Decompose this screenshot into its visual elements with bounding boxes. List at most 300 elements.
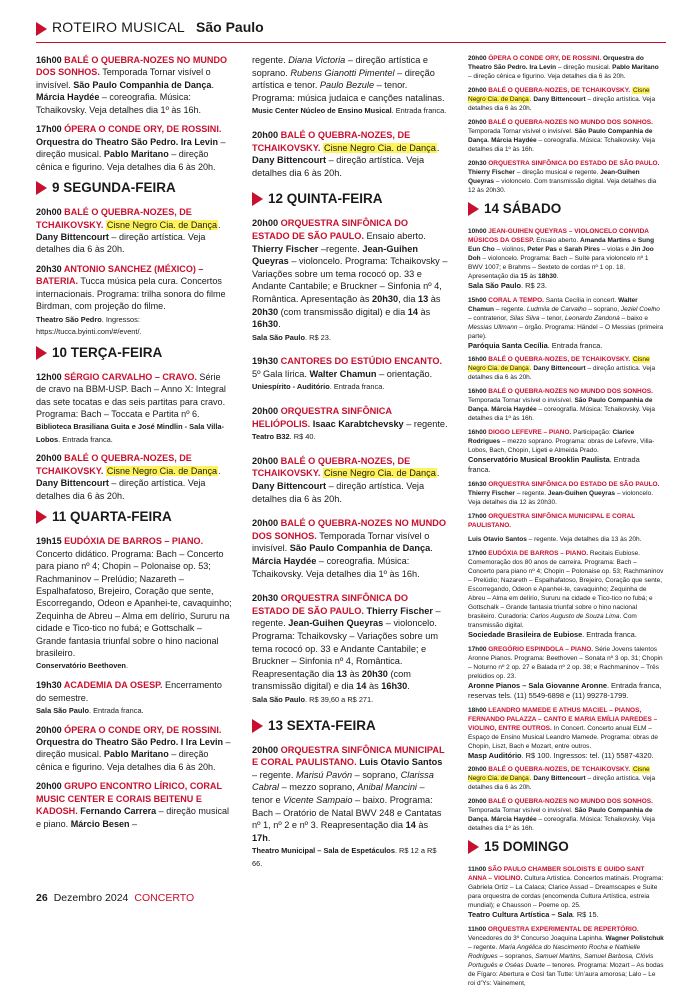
event-time: 17h00 — [36, 124, 65, 135]
event-title: BALÉ O QUEBRA-NOZES, DE TCHAIKOVSKY. — [488, 86, 632, 94]
event-text: – coreografia. Música: Tchaikovsky. Veja detalhes dia 1º às 16h. — [468, 406, 655, 423]
event-title: ORQUESTRA SINFÔNICA DO ESTADO DE SÃO PAULO. — [252, 218, 409, 241]
event-text: – tenor e — [252, 782, 425, 805]
venue-name: Theatro São Pedro — [36, 314, 102, 324]
event-title: JEAN-GUIHEN QUEYRAS – VIOLONCELO CONVIDA MÚSICOS DA OSESP. — [468, 227, 649, 244]
event-text: – violoncelo. Programa: Tchaikovsky – Variações sobre um tema rococó op. 33 e Andante Cantabile; e Bruckner – Sinfonia nº 4, Romântica. Reapresentação dia — [252, 618, 439, 679]
event-time: 20h00 — [36, 453, 65, 464]
event-text: às — [527, 272, 539, 280]
magazine-name: CONCERTO — [134, 892, 195, 904]
event-text: às — [418, 306, 431, 317]
event-text: – tenor, — [539, 314, 565, 322]
event-title: BALÉ O QUEBRA-NOZES NO MUNDO DOS SONHOS. — [36, 55, 228, 78]
event-listing — [468, 54, 664, 81]
column-3 — [468, 54, 664, 993]
event-text: às — [366, 681, 382, 692]
venue-info: . Ingressos: https://tucca.byinti.com/#/event/. — [36, 314, 142, 337]
event-text: . — [267, 832, 271, 843]
event-listing — [468, 480, 664, 507]
event-text: – tenores. Programa: Mozart – As bodas de Fígaro: Abertura e Così fan Tutte: Un’aura amorosa; Lalo – Le roi d’Ys: Vainement, — [468, 962, 664, 988]
event-listing — [468, 296, 664, 351]
event-listing — [468, 706, 664, 761]
performer-name: São Paulo Companhia de Dança — [468, 397, 653, 414]
event-text: e — [630, 236, 638, 244]
venue-name: Teatro Cultura Artística – Sala — [468, 910, 573, 920]
event-time: 16h00 — [468, 356, 489, 364]
event-title: BALÉ O QUEBRA-NOZES, DE TCHAIKOVSKY. — [36, 453, 192, 476]
performer-name: Dany Bittencourt — [531, 365, 586, 373]
event-title: ORQUESTRA SINFÔNICA HELIÓPOLIS. — [252, 406, 392, 429]
event-text: – contratenor, — [468, 314, 510, 322]
event-title: EUDÓXIA DE BARROS – PIANO. — [64, 536, 204, 547]
event-text: Vencedores do 3º Concurso Joaquina Lapinha. — [468, 935, 606, 943]
event-text: . — [278, 319, 281, 330]
performer-name: São Paulo Companhia de Dança — [289, 543, 431, 554]
performer-name: Fernando Carrera — [77, 806, 157, 817]
event-listing — [36, 263, 232, 337]
event-text: (com transmissão digital) e dia — [252, 668, 411, 692]
highlighted-company: Cisne Negro Cia. de Dança — [323, 142, 436, 153]
event-title: BALÉ O QUEBRA-NOZES, DE TCHAIKOVSKY. — [488, 766, 632, 774]
venue-info: . Entrada franca. — [582, 629, 637, 639]
performer-name: Dany Bittencourt — [36, 232, 109, 242]
performer-name: Walter Chamun — [468, 296, 638, 313]
event-listing — [36, 371, 232, 445]
event-time: 20h00 — [36, 724, 65, 735]
day-heading: 10 TERÇA-FEIRA — [36, 345, 232, 361]
event-title: DIOGO LEFEVRE – PIANO. — [488, 429, 572, 437]
event-text: – violas e — [599, 245, 631, 253]
venue-name: Sala São Paulo — [36, 705, 89, 715]
performer-name: Clarice Rodrigues — [468, 429, 635, 446]
event-title: GREGÓRIO ESPINDOLA – PIANO. — [488, 645, 594, 653]
performer-name: 20h30 — [361, 668, 388, 679]
day-heading: 9 SEGUNDA-FEIRA — [36, 180, 232, 196]
performer-name: Márcio Besen — [70, 818, 130, 829]
soloist-name: Rubens Gianotti Pimentel — [290, 67, 395, 78]
event-text: . — [211, 79, 214, 90]
performer-name: Dany Bittencourt — [252, 155, 327, 166]
event-text: Temporada Tornar visível o invisível. — [468, 807, 575, 815]
performer-name: Jean-Guihen Queyras — [288, 618, 384, 629]
event-listing — [36, 123, 232, 173]
event-time: 19h30 — [252, 356, 281, 367]
venue-info: . Entrada franca, reservas tels. (11) 5549-6898 e (11) 99278-1799. — [468, 680, 662, 700]
venue-info: . R$ 23. — [305, 332, 331, 342]
event-title: ORQUESTRA SINFÔNICA MUNICIPAL E CORAL PAULISTANO. — [468, 513, 636, 530]
event-time: 10h00 — [468, 227, 489, 235]
venue-name: Conservatório Beethoven — [36, 661, 126, 671]
event-text: Série Jovens talentos Aronne Pianos. Programa: Beethoven – Sonata nº 3 op. 31; Chopin – Noturno nº 2 op. 27 e Balada nº 2 op. 38; e Rachmaninov – Três prelúdios op. 23. — [468, 645, 663, 680]
event-title: EUDÓXIA DE BARROS – PIANO. — [488, 549, 589, 557]
event-text: , dia — [398, 293, 418, 304]
event-listing — [36, 724, 232, 774]
venue-info: . Entrada franca. — [329, 382, 385, 392]
section-title: ROTEIRO MUSICAL — [52, 19, 185, 35]
event-text: . Com transmissão digital. — [468, 612, 637, 629]
performer-name: Orquestra do Theatro São Pedro. Ira Levin — [468, 55, 644, 71]
event-text: – direção cênica e figurino. Veja detalhes dia 6 às 20h. — [36, 149, 216, 172]
performer-name: São Paulo Companhia de Dança — [73, 79, 212, 90]
event-text: Tucca música pela cura. Concertos internacionais. Programa: trilha sonora do filme Birdman, com projeção do filme. — [36, 276, 226, 312]
event-text: Série de cravo na BBM-USP. Bach – Anno X: Integral das sete tocatas e das seis partitas para cravo. Programa: Bach – Toccata e Partita nº 6. — [36, 371, 226, 419]
event-text: In Concert. Concerto anual ELM – Espaço de Ensino Musical Leandro Mamede. Programa: obras de Chopin, Liszt, Bach e Mozart, entre outros. — [468, 724, 659, 750]
performer-name: 20h30 — [372, 293, 399, 304]
event-listing — [468, 535, 664, 544]
performer-name: Dany Bittencourt — [531, 95, 586, 103]
event-text: – direção artística. Veja detalhes dia 6 às 20h. — [468, 775, 656, 792]
performer-name: Sarah Pires — [564, 245, 600, 253]
soloist-name: Samuel Martins, Samuel Barbosa, Clóvis Português e Oséas Duarte — [468, 953, 654, 970]
event-listing — [468, 797, 664, 833]
venue-info: . R$ 23. — [521, 280, 547, 290]
performer-name: Jin Joo Doh — [468, 245, 654, 262]
performer-name: 13 — [418, 293, 429, 304]
venue-name: Sala São Paulo — [252, 694, 305, 704]
event-title: ORQUESTRA SINFÔNICA MUNICIPAL E CORAL PAULISTANO. — [252, 744, 445, 768]
event-text: – direção musical e regente. — [514, 168, 601, 176]
event-title: GRUPO ENCONTRO LÍRICO, CORAL MUSIC CENTER E CORAIS BEITENU E KADOSH. — [36, 781, 222, 817]
event-text: . — [430, 543, 433, 554]
event-title: BALÉ O QUEBRA-NOZES, DE TCHAIKOVSKY. — [488, 356, 632, 364]
event-text: Cultura Artística. Concertos matinais. Programa: Gabriela Ortiz – La Calaca; Clarice Assad – Dreamscapes e Suite para orquestra de cordas (encomenda Cultura Artística, estreia mundial); e Chausson – Poeme op. 25. — [468, 875, 664, 910]
event-text: . — [487, 816, 492, 824]
event-time: 16h00 — [468, 388, 489, 396]
event-text: – tenor. Programa: música judaica e canções natalinas. — [252, 80, 445, 103]
performer-name: Luis Otavio Santos — [468, 535, 527, 543]
event-text: . — [218, 465, 221, 476]
event-time: 12h00 — [36, 371, 65, 382]
venue-name: Conservatório Musical Brooklin Paulista — [468, 455, 610, 465]
event-text: – sopranos, — [497, 953, 536, 961]
venue-name: Paróquia Santa Cecília — [468, 340, 548, 350]
performer-name: 20h30 — [252, 306, 279, 317]
event-time: 17h00 — [468, 513, 489, 521]
performer-name: Jean-Guihen Queyras — [468, 168, 640, 185]
event-text: – violoncelo. Com transmissão digital. Veja detalhes dia 12 às 20h30. — [468, 177, 657, 194]
event-title: CANTORES DO ESTÚDIO ENCANTO. — [280, 356, 443, 367]
venue-name: Teatro B32 — [252, 432, 290, 442]
event-text: – violoncelo. Programa: Bach – Suíte para violoncelo nº 1 BWV 1007; e Brahms – Sexteto de cordas nº 1 op. 18. Apresentação dia — [468, 254, 649, 280]
event-listing — [36, 535, 232, 671]
highlighted-company: Cisne Negro Cia. de Dança — [106, 465, 218, 476]
issue-date: Dezembro 2024 — [53, 892, 129, 904]
event-text: – direção artística e tenor. — [252, 67, 435, 91]
event-text: . — [556, 272, 559, 280]
event-time: 20h00 — [252, 129, 281, 140]
venue-name: Music Center Núcleo de Ensino Musical — [252, 106, 392, 116]
performer-name: Pablo Maritano — [103, 149, 169, 160]
page-number: 26 — [36, 892, 48, 904]
event-text: – violoncelo. Programa: Tchaikovsky – Variações sobre um tema rococó op. 33 e Andante Cantabile; e Bruckner – Sinfonia nº 4, Romântica. Apresentação às — [252, 256, 448, 304]
soloist-name: Jeziel Coelho — [620, 305, 660, 313]
event-time: 20h30 — [36, 264, 64, 275]
event-text: – regente. — [252, 769, 296, 780]
event-listing — [36, 54, 232, 116]
performer-name: Thierry Fischer — [363, 605, 433, 616]
event-text: Ensaio aberto. — [534, 236, 580, 244]
performer-name: Walter Chamun — [309, 368, 377, 379]
event-listing — [468, 159, 664, 195]
soloist-name: Carlos Augusto de Souza Lima — [530, 612, 620, 620]
event-time: 18h00 — [468, 706, 489, 714]
event-title: ÓPERA O CONDE ORY, DE ROSSINI. — [488, 55, 602, 62]
venue-info: . R$ 40. — [289, 432, 316, 442]
day-heading: 12 QUINTA-FEIRA — [252, 191, 448, 207]
day-heading: 14 SÁBADO — [468, 201, 664, 217]
event-title: ÓPERA O CONDE ORY, DE ROSSINI. — [64, 124, 222, 135]
event-title: ORQUESTRA SINFÔNICA DO ESTADO DE SÃO PAULO. — [488, 481, 660, 489]
event-listing — [36, 679, 232, 716]
soloist-name: Maria Angélica do Nascimento Rocha e Nathielle Rodrigues — [468, 944, 641, 961]
event-listing — [468, 227, 664, 291]
event-text: às — [347, 668, 362, 679]
performer-name: Pablo Maritano — [103, 749, 169, 760]
performer-name: Thierry Fischer — [468, 168, 515, 176]
event-listing — [36, 452, 232, 502]
performer-name: 16h30 — [252, 319, 279, 330]
event-text: – direção artística. Veja detalhes dia 6 às 20h. — [468, 365, 656, 382]
event-time: 16h00 — [36, 55, 65, 65]
venue-name: Masp Auditório — [468, 750, 522, 760]
event-time: 20h30 — [252, 593, 281, 604]
event-text: – — [129, 818, 138, 829]
event-text: . — [487, 406, 492, 414]
event-text: – mezzo soprano, — [279, 782, 358, 793]
event-title: BALÉ O QUEBRA-NOZES, DE TCHAIKOVSKY. — [36, 207, 192, 230]
soloist-name: Clarissa Cabral — [252, 769, 434, 793]
event-listing — [252, 744, 448, 870]
event-listing — [468, 765, 664, 792]
highlighted-company: Cisne Negro Cia. de Dança — [468, 356, 650, 373]
event-text: – direção artística. Veja detalhes dia 6 às 20h. — [36, 478, 206, 501]
event-text: . — [436, 468, 440, 479]
event-text: – órgão. Programa: Händel – O Messias (primeira parte). — [468, 323, 664, 340]
event-time: 20h00 — [252, 518, 281, 529]
performer-name: Orquestra do Theatro São Pedro. Ira Levin — [36, 136, 218, 147]
event-time: 17h00 — [468, 645, 489, 653]
event-text: – coreografia. Música: Tchaikovsky. Veja detalhes dia 1º às 16h. — [468, 816, 655, 833]
event-text: – direção artística e soprano. — [252, 55, 429, 78]
event-text: às — [415, 820, 429, 831]
event-listing — [252, 405, 448, 443]
event-listing — [36, 206, 232, 256]
event-time: 20h00 — [252, 218, 281, 229]
event-time: 11h00 — [468, 926, 488, 934]
event-time: 15h00 — [468, 296, 489, 304]
event-text: – regente. — [514, 490, 548, 498]
performer-name: Dany Bittencourt — [531, 775, 586, 783]
event-listing — [468, 86, 664, 113]
event-text: – direção cênica e figurino. Veja detalhes dia 6 às 20h. — [36, 749, 216, 772]
event-text: – direção artística. Veja detalhes dia 6 às 20h. — [36, 232, 206, 255]
event-time: 20h00 — [36, 781, 65, 792]
event-time: 20h00 — [468, 766, 489, 774]
event-title: BALÉ O QUEBRA-NOZES NO MUNDO DOS SONHOS. — [488, 388, 653, 396]
venue-name: Sala São Paulo — [252, 332, 305, 342]
event-listing — [252, 129, 448, 179]
column-1 — [36, 54, 232, 837]
event-text: Temporada Tornar visível o invisível. — [36, 67, 211, 90]
performer-name: 14 — [356, 681, 367, 692]
event-listing — [468, 428, 664, 475]
event-title: BALÉ O QUEBRA-NOZES, DE TCHAIKOVSKY. — [252, 455, 411, 479]
event-title: BALÉ O QUEBRA-NOZES NO MUNDO DOS SONHOS. — [252, 518, 446, 541]
event-text: – regente. — [494, 305, 527, 313]
event-time: 20h00 — [36, 207, 65, 218]
performer-name: 18h30 — [538, 272, 557, 280]
venue-name: Aronne Pianos – Sala Giovanne Aronne — [468, 680, 607, 690]
event-text: – soprano, — [586, 305, 621, 313]
event-text: – baixo e — [619, 314, 648, 322]
event-text: – regente. — [468, 944, 500, 952]
event-listing — [468, 645, 664, 701]
event-text: 5º Gala lírica. — [252, 368, 310, 379]
event-text: – regente. — [252, 605, 441, 629]
venue-info: . Entrada franca. — [468, 455, 640, 475]
event-text: Concerto didático. Programa: Bach – Concerto para piano nº 4; Chopin – Polonaise op. 53; Rachmaninov – Prelúdio; Nazareth – Espalhafatoso, Brejeiro, Coração que sente, Escorregando, Odeon e Apanhei-te, cavaquinho; Zequinha de Abreu – Alma em delírio, Sururu na cidade e Tico-tico no fubá; e Gottschalk – Grande fantasia triunfal sobre o hino nacional brasileiro. — [36, 548, 232, 659]
venue-info: . Entrada franca. — [58, 434, 113, 444]
highlighted-company: Cisne Negro Cia. de Dança — [468, 766, 650, 783]
performer-name: Thierry Fischer — [468, 490, 515, 498]
event-text: – direção musical. — [36, 737, 231, 760]
day-heading: 15 DOMINGO — [468, 839, 664, 855]
event-text: – direção musical. — [556, 64, 613, 71]
performer-name: Márcia Haydée — [491, 136, 537, 144]
event-time: 19h15 — [36, 536, 65, 547]
event-text: – violoncelo. Veja detalhes dia 12 às 20h30. — [468, 490, 654, 507]
event-text: – regente. — [403, 418, 448, 429]
event-text: – direção artística. Veja detalhes dia 6 às 20h. — [252, 155, 425, 178]
venue-info: . R$ 100. Ingressos: tel. (11) 5587-4320. — [521, 750, 654, 760]
event-title: ÓPERA O CONDE ORY, DE ROSSINI. — [64, 724, 222, 735]
event-text: Temporada Tornar visível o invisível. — [468, 127, 575, 135]
performer-name: Thierry Fischer — [252, 243, 319, 254]
performer-name: São Paulo Companhia de Dança — [468, 127, 653, 144]
event-text: Temporada Tornar visível o invisível. — [468, 397, 575, 405]
event-time: 20h00 — [468, 86, 489, 94]
event-text: – baixo. Programa: Bach – Oratório de Natal BWV 248 e Cantatas nº 1, nº 2 e nº 3. Reapresentação dia — [252, 794, 442, 831]
event-text: – soprano, — [352, 769, 401, 780]
city-title: São Paulo — [196, 19, 264, 35]
event-title: ORQUESTRA EXPERIMENTAL DE REPERTÓRIO. — [487, 926, 639, 934]
event-text: – direção musical e piano. — [36, 806, 230, 829]
event-listing — [468, 355, 664, 382]
venue-info: . Entrada franca. — [391, 106, 447, 116]
event-listing — [252, 592, 448, 705]
event-listing — [252, 54, 448, 117]
event-listing — [36, 780, 232, 830]
event-text: – violinos, — [494, 245, 528, 253]
event-time: 16h00 — [468, 429, 489, 437]
performer-name: Orquestra do Theatro São Pedro. I Ira Levin — [36, 737, 224, 747]
event-text: Temporada Tornar visível o invisível. — [252, 530, 430, 554]
day-heading: 11 QUARTA-FEIRA — [36, 509, 232, 525]
event-time: 20h00 — [468, 55, 489, 62]
event-listing — [468, 512, 664, 530]
performer-name: Isaac Karabtchevsky — [310, 418, 404, 429]
performer-name: 17h — [252, 832, 268, 843]
event-text: . — [529, 775, 532, 783]
page-header — [36, 18, 666, 40]
venue-info: . R$ 15. — [572, 910, 599, 920]
performer-name: Pablo Maritano — [612, 64, 659, 71]
soloist-name: Messias Ullmann — [468, 323, 518, 331]
event-time: 20h00 — [468, 118, 489, 126]
event-title: ANTONIO SANCHEZ (MÉXICO) – BATERIA. — [36, 264, 204, 287]
event-listing — [252, 355, 448, 393]
performer-name: Márcia Haydée — [252, 556, 317, 566]
event-listing — [468, 865, 664, 920]
performer-name: Jean-Guihen Queyras — [547, 490, 616, 498]
soloist-name: Anibal Mancini — [357, 782, 417, 793]
venue-info: . Entrada franca. — [547, 340, 603, 350]
venue-info: . R$ 12 a R$ 66. — [252, 846, 437, 868]
event-title: ACADEMIA DA OSESP. — [63, 680, 163, 691]
event-text: . — [407, 681, 410, 692]
event-title: ORQUESTRA SINFÔNICA DO ESTADO DE SÃO PAULO. — [252, 593, 409, 616]
performer-name: 15 — [520, 272, 528, 280]
event-listing — [468, 118, 664, 154]
performer-name: Márcia Haydée — [36, 92, 100, 103]
soloist-name: Ludmila de Carvalho — [526, 305, 587, 313]
performer-name: Amanda Martins — [580, 236, 631, 244]
event-text: – coreografia. Música: Tchaikovsky. Veja detalhes dia 1º às 16h. — [468, 136, 655, 153]
event-time: 20h00 — [468, 798, 489, 806]
event-title: SÃO PAULO CHAMBER SOLOISTS E GUIDO SANT ANNA – VIOLINO. — [468, 866, 645, 883]
event-text: . — [487, 136, 492, 144]
event-title: ORQUESTRA SINFÔNICA DO ESTADO DE SÃO PAULO. — [488, 159, 660, 167]
venue-info: . Entrada franca. — [89, 705, 144, 715]
event-title: LEANDRO MAMEDE E ATHUS MACIEL – PIANOS, FERNANDO PALAZZA – CANTO E MARIA EMÍLIA PAREDES – VIOLINO, ENTRE OUTROS. — [468, 706, 658, 732]
event-text: . — [529, 365, 532, 373]
page-footer — [36, 892, 194, 904]
event-listing — [468, 925, 664, 988]
event-text: – direção cênica e figurino. Veja detalhes dia 6 às 20h. — [468, 73, 626, 80]
event-text: – orientação. — [376, 368, 433, 379]
event-listing — [468, 387, 664, 423]
performer-name: 16h30 — [381, 681, 408, 692]
performer-name: Dany Bittencourt — [36, 478, 109, 489]
event-listing — [252, 217, 448, 343]
event-time: 11h00 — [468, 866, 488, 874]
venue-info: . R$ 39,60 a R$ 271. — [305, 694, 374, 704]
venue-info: . — [125, 661, 129, 671]
event-time: 20h00 — [252, 406, 281, 417]
event-text: Recitais Eubiose. Comemoração dos 80 anos de carreira. Programa: Bach – Concerto para piano nº 4; Chopin – Polonaise op. 53; Rachmaninov – Prelúdio; Nazareth – Espalhafatoso, Brejeiro, Coração que sente, Escorregando, Odeon e Apanhei-te, cavaquinho; Zequinha de Abreu – Alma em delírio, Sururu na cidade e Tico-tico no fubá; e Gottschalk – Grande fantasia triunfal sobre o hino nacional brasileiro. Curadoria: — [468, 549, 664, 620]
performer-name: Peter Pas — [527, 245, 557, 253]
event-listing — [468, 549, 664, 640]
event-time: 20h00 — [252, 455, 281, 466]
event-text: Participação: — [571, 429, 613, 437]
performer-name: 13 — [336, 668, 348, 679]
venue-name: Theatro Municipal – Sala de Espetáculos — [252, 846, 395, 856]
performer-name: Márcia Haydée — [491, 816, 537, 824]
venue-name: Uniespírito - Auditório — [252, 382, 330, 392]
event-title: SÉRGIO CARVALHO – CRAVO. — [64, 371, 197, 382]
event-text: – regente. Veja detalhes dia 13 às 20h. — [526, 535, 642, 543]
event-text: . — [436, 142, 440, 153]
event-title: BALÉ O QUEBRA-NOZES NO MUNDO DOS SONHOS. — [488, 118, 653, 126]
soloist-name: Silas Silva — [509, 314, 540, 322]
event-time: 19h30 — [36, 680, 64, 691]
soloist-name: Marisú Pavón — [295, 769, 353, 780]
event-listing — [252, 455, 448, 505]
soloist-name: Paulo Bezule — [319, 80, 375, 91]
event-text: (com transmissão digital) e dia — [278, 306, 408, 317]
event-time: 17h00 — [468, 549, 489, 557]
performer-name: Dany Bittencourt — [252, 481, 327, 492]
